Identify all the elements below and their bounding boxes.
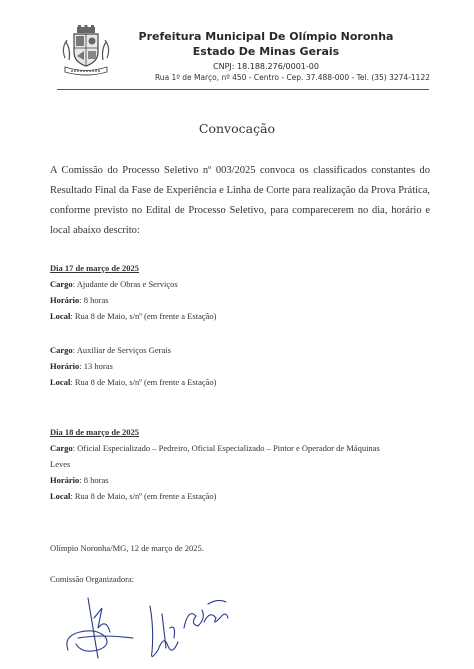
horario-label: Horário	[50, 295, 80, 305]
committee-label: Comissão Organizadora:	[50, 574, 135, 584]
day2-cargo: Cargo: Oficial Especializado – Pedreiro, Oficial Especializado – Pintor e Operador de Máquinas	[50, 443, 380, 453]
cargo-label: Cargo	[50, 345, 73, 355]
day2-date: Dia 18 de março de 2025	[50, 427, 140, 437]
horario-label: Horário	[50, 475, 80, 485]
local-label: Local	[50, 311, 71, 321]
day1-slot2-cargo: Cargo: Auxiliar de Serviços Gerais	[50, 345, 171, 355]
day1-date: Dia 17 de março de 2025	[50, 263, 140, 273]
intro-paragraph: A Comissão do Processo Seletivo nº 003/2025 convoca os classificados constantes do Resultado Final da Fase de Experiência e Linha de Corte para realização da Prova Prática, conforme previsto no Edital de Processo Seletivo, para comparecerem no dia, horário e local abaixo descrito:	[50, 165, 430, 236]
local-value: Rua 8 de Maio, s/nº (em frente a Estação)	[74, 311, 217, 321]
day2-local: Local: Rua 8 de Maio, s/nº (em frente a Estação)	[50, 491, 217, 501]
cargo-label: Cargo	[50, 443, 73, 453]
place-and-date: Olímpio Noronha/MG, 12 de março de 2025.	[50, 543, 204, 553]
local-value: Rua 8 de Maio, s/nº (em frente a Estação)	[74, 491, 217, 501]
cargo-label: Cargo	[50, 279, 73, 289]
org-cnpj: CNPJ: 18.188.276/0001-00	[213, 62, 319, 71]
cargo-value: Auxiliar de Serviços Gerais	[76, 345, 171, 355]
cargo-value: Ajudante de Obras e Serviços	[76, 279, 178, 289]
day2-cargo-continued: Leves	[50, 459, 71, 469]
document-title: Convocação	[198, 121, 276, 136]
letterhead	[136, 29, 396, 73]
header-divider	[57, 89, 429, 90]
horario-label: Horário	[50, 361, 80, 371]
horario-value: 8 horas	[83, 295, 109, 305]
horario-value: 8 horas	[83, 475, 109, 485]
cargo-value: Oficial Especializado – Pedreiro, Oficial Especializado – Pintor e Operador de Máquinas	[77, 443, 380, 453]
org-state: Estado De Minas Gerais	[192, 45, 340, 58]
org-address: Rua 1º de Março, nº 450 - Centro - Cep. 37.488-000 - Tel. (35) 3274-1122	[154, 73, 430, 82]
day1-slot2-local: Local: Rua 8 de Maio, s/nº (em frente a Estação)	[50, 377, 217, 387]
day1-slot1-horario: Horário: 8 horas	[50, 295, 109, 305]
handwritten-signatures	[58, 588, 238, 666]
local-label: Local	[50, 491, 71, 501]
org-name: Prefeitura Municipal De Olímpio Noronha	[138, 30, 394, 43]
day1-slot2-horario: Horário: 13 horas	[50, 361, 113, 371]
local-label: Local	[50, 377, 71, 387]
day1-slot1-local: Local: Rua 8 de Maio, s/nº (em frente a Estação)	[50, 311, 217, 321]
day1-slot1-cargo: Cargo: Ajudante de Obras e Serviços	[50, 279, 178, 289]
day2-horario: Horário: 8 horas	[50, 475, 109, 485]
horario-value: 13 horas	[83, 361, 113, 371]
coat-of-arms-icon	[57, 24, 115, 78]
local-value: Rua 8 de Maio, s/nº (em frente a Estação)	[74, 377, 217, 387]
